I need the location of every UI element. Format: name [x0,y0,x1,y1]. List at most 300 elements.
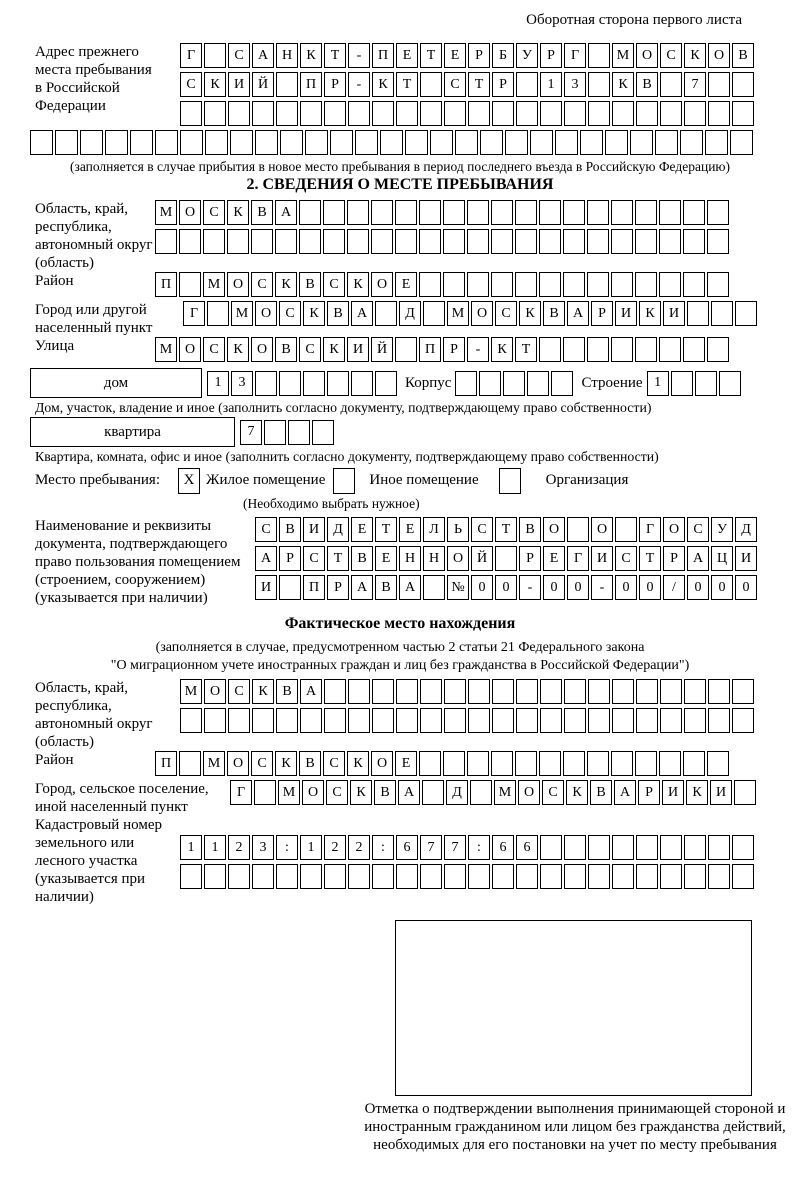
char-cell: 0 [687,575,709,600]
char-cell: В [374,780,396,805]
char-cell [612,679,634,704]
char-cell [324,101,346,126]
char-cell [179,751,201,776]
char-cell [423,575,445,600]
char-cell [444,708,466,733]
char-row [255,575,759,600]
char-cell [275,229,297,254]
char-cell: Н [276,43,298,68]
char-cell [635,200,657,225]
char-cell [455,130,478,155]
char-cell: 0 [567,575,589,600]
char-cell: М [203,751,225,776]
char-cell [55,130,78,155]
char-cell [375,371,397,396]
house-note: Дом, участок, владение и иное (заполнить согласно документу, подтверждающему право собственности) [35,400,652,415]
char-cell [180,101,202,126]
char-cell: 7 [420,835,442,860]
char-cell: О [179,337,201,362]
stay-type-row [30,467,800,494]
char-cell [327,371,349,396]
char-cell [539,751,561,776]
char-cell [567,517,589,542]
char-cell: К [300,43,322,68]
char-cell [611,751,633,776]
char-cell [491,229,513,254]
char-cell [611,337,633,362]
char-cell [612,864,634,889]
char-cell [479,371,501,396]
char-cell: Р [468,43,490,68]
char-cell [204,708,226,733]
char-cell: Й [371,337,393,362]
char-cell [372,708,394,733]
char-cell [355,130,378,155]
char-cell [323,229,345,254]
char-cell: О [227,751,249,776]
char-cell: Р [443,337,465,362]
char-cell: В [543,301,565,326]
char-cell [347,200,369,225]
char-cell [588,43,610,68]
char-cell: В [732,43,754,68]
char-cell: Т [468,72,490,97]
char-cell: С [203,337,225,362]
char-cell: Е [395,751,417,776]
city2-label: Город, сельское поселение, иной населенный пункт [35,781,209,815]
korpus-label: Корпус [405,374,452,391]
stamp-box [395,920,752,1096]
char-cell [443,229,465,254]
char-cell [580,130,603,155]
char-cell [540,708,562,733]
char-cell: О [663,517,685,542]
char-cell [492,708,514,733]
char-cell [299,200,321,225]
char-row [183,301,759,326]
char-cell [732,708,754,733]
option-other-premises-label: Иное помещение [369,472,479,488]
char-cell [405,130,428,155]
char-cell [551,371,573,396]
char-cell [515,229,537,254]
char-cell [480,130,503,155]
char-cell [467,200,489,225]
char-cell: С [303,546,325,571]
char-cell [467,272,489,297]
char-cell [130,130,153,155]
char-cell [660,72,682,97]
char-cell [492,101,514,126]
char-cell [680,130,703,155]
apartment-row [30,417,800,447]
checkbox-other-premises[interactable] [333,468,355,494]
char-cell [708,708,730,733]
char-cell [203,229,225,254]
char-cell [444,679,466,704]
char-cell [228,708,250,733]
char-cell [280,130,303,155]
char-cell: С [251,751,273,776]
cadastre-label: Кадастровый номер земельного или лесного участка (указывается при наличии) [35,817,162,905]
region-block [30,200,800,272]
char-cell [324,708,346,733]
char-cell: С [279,301,301,326]
char-cell: О [204,679,226,704]
char-cell [348,864,370,889]
char-cell: - [467,337,489,362]
char-cell: Г [183,301,205,326]
char-cell [732,72,754,97]
char-cell [276,101,298,126]
char-cell [204,43,226,68]
char-cell: Й [471,546,493,571]
char-cell [684,679,706,704]
char-cell: К [275,751,297,776]
char-cell [563,751,585,776]
char-cell [264,420,286,445]
char-cell: С [203,200,225,225]
char-cell [444,101,466,126]
char-cell [683,751,705,776]
char-cell: 2 [324,835,346,860]
char-cell: О [227,272,249,297]
char-cell: В [375,575,397,600]
char-cell [540,835,562,860]
char-cell: В [251,200,273,225]
char-cell [515,200,537,225]
char-cell [303,371,325,396]
char-cell [732,101,754,126]
char-cell: С [542,780,564,805]
char-cell: Е [351,517,373,542]
char-cell: П [300,72,322,97]
char-cell [468,679,490,704]
stroenie-label: Строение [581,374,643,391]
char-cell [252,101,274,126]
char-cell [252,708,274,733]
char-cell [564,864,586,889]
checkbox-residential[interactable]: X [178,468,200,494]
char-cell: К [566,780,588,805]
char-cell [423,301,445,326]
char-cell [684,835,706,860]
char-cell: 6 [516,835,538,860]
char-cell: С [180,72,202,97]
char-cell: И [615,301,637,326]
char-cell: Е [543,546,565,571]
char-cell [443,200,465,225]
char-cell: П [372,43,394,68]
char-cell: В [590,780,612,805]
apartment-note: Квартира, комната, офис и иное (заполнить согласно документу, подтверждающему право собственности) [35,449,659,464]
char-cell: А [275,200,297,225]
char-row [155,337,731,362]
char-cell: Ц [711,546,733,571]
char-cell [395,337,417,362]
char-cell [255,371,277,396]
char-cell [636,679,658,704]
char-cell: С [687,517,709,542]
char-cell [655,130,678,155]
char-cell: Т [515,337,537,362]
char-cell: О [255,301,277,326]
char-cell [375,301,397,326]
char-row [155,229,731,254]
char-cell [683,229,705,254]
stay-type-note: (Необходимо выбрать нужное) [243,496,420,511]
char-cell [732,835,754,860]
char-cell: М [203,272,225,297]
char-cell [564,101,586,126]
prev-address-cells [180,43,756,130]
region-label: Область, край, республика, автономный округ (область) [35,201,153,271]
district2-label: Район [35,752,74,768]
apartment-number-cells [240,420,336,445]
char-cell: И [303,517,325,542]
char-cell [419,200,441,225]
char-cell [659,337,681,362]
char-cell: М [447,301,469,326]
char-cell: С [495,301,517,326]
checkbox-organization[interactable] [499,468,521,494]
char-cell: Н [399,546,421,571]
char-cell [719,371,741,396]
char-cell: 0 [471,575,493,600]
char-cell [347,229,369,254]
char-cell: О [708,43,730,68]
apartment-type-box: квартира [30,417,235,447]
option-organization-label: Организация [545,472,629,488]
actual-location-title: Фактическое место нахождения [284,615,516,632]
prev-address-label: Адрес прежнего места пребывания в Российской Федерации [35,44,152,114]
char-row [180,708,756,733]
char-cell: А [351,301,373,326]
document-cells [255,517,759,604]
char-cell: К [227,337,249,362]
char-row [180,72,756,97]
char-row [180,864,756,889]
char-cell [515,272,537,297]
char-cell: Р [638,780,660,805]
char-cell [300,708,322,733]
char-cell: Г [639,517,661,542]
char-cell [515,751,537,776]
char-cell [695,371,717,396]
char-cell [372,864,394,889]
char-cell [305,130,328,155]
char-cell [540,679,562,704]
char-cell: С [471,517,493,542]
char-cell [204,864,226,889]
char-cell: 1 [204,835,226,860]
char-cell: И [710,780,732,805]
char-cell [660,864,682,889]
char-cell: 1 [300,835,322,860]
char-cell [539,229,561,254]
char-cell: Д [446,780,468,805]
char-cell [564,708,586,733]
char-cell: Л [423,517,445,542]
char-cell [555,130,578,155]
char-row [180,43,756,68]
char-cell: Р [540,43,562,68]
char-cell: М [231,301,253,326]
char-cell: И [255,575,277,600]
char-cell [228,864,250,889]
char-cell [276,708,298,733]
document-label: Наименование и реквизиты документа, подтверждающего право пользования помещением (строением, сооружением) (указывается при наличии) [35,518,241,606]
char-cell [635,751,657,776]
char-cell: О [591,517,613,542]
char-cell: К [204,72,226,97]
char-cell: 0 [615,575,637,600]
char-cell [563,229,585,254]
char-cell [372,101,394,126]
char-cell: О [518,780,540,805]
char-cell: К [347,751,369,776]
char-cell [179,272,201,297]
char-cell: 3 [252,835,274,860]
char-cell [470,780,492,805]
char-cell: И [591,546,613,571]
char-row [180,679,756,704]
char-cell: М [278,780,300,805]
char-cell [255,130,278,155]
char-cell: В [519,517,541,542]
char-cell [635,272,657,297]
char-cell [612,708,634,733]
char-cell [636,835,658,860]
char-cell [299,229,321,254]
char-cell [419,229,441,254]
char-cell: К [491,337,513,362]
char-cell [516,72,538,97]
char-cell [396,708,418,733]
option-residential-label: Жилое помещение [206,472,326,488]
char-cell [455,371,477,396]
char-cell [279,371,301,396]
char-cell: К [347,272,369,297]
char-cell: А [255,546,277,571]
korpus-cells [455,371,575,396]
char-cell [588,101,610,126]
char-cell: 7 [684,72,706,97]
prev-address-note: (заполняется в случае прибытия в новое место пребывания в период последнего въезда в Российскую Федерацию) [69,159,731,174]
char-cell: С [228,679,250,704]
char-cell [395,229,417,254]
char-cell: : [468,835,490,860]
char-cell: А [399,575,421,600]
char-cell: Д [327,517,349,542]
char-cell: Р [492,72,514,97]
char-cell [660,679,682,704]
char-cell: В [279,517,301,542]
char-cell: О [371,272,393,297]
char-cell: - [348,43,370,68]
char-cell [705,130,728,155]
char-cell: Г [180,43,202,68]
house-number-cells [207,371,399,396]
char-cell: В [327,301,349,326]
char-row [180,101,756,126]
char-cell [205,130,228,155]
char-cell: : [276,835,298,860]
char-cell: - [348,72,370,97]
char-cell [420,864,442,889]
char-cell [588,835,610,860]
cadastre-cells [180,835,756,893]
char-cell [588,708,610,733]
char-cell: С [255,517,277,542]
char-cell: Р [324,72,346,97]
char-cell [324,864,346,889]
char-row [155,272,731,297]
district2-block [30,751,800,780]
street-label: Улица [35,338,75,354]
char-cell: О [302,780,324,805]
char-cell [348,101,370,126]
char-cell [708,101,730,126]
actual-location-note-line1: (заполняется в случае, предусмотренном частью 2 статьи 21 Федерального закона [155,640,645,655]
city2-block [30,780,800,816]
char-cell [540,864,562,889]
char-cell: О [371,751,393,776]
char-cell [516,864,538,889]
char-cell [611,229,633,254]
char-cell: К [227,200,249,225]
char-cell [683,337,705,362]
char-cell: 0 [495,575,517,600]
char-cell [371,200,393,225]
char-cell [312,420,334,445]
char-cell [491,751,513,776]
char-cell [420,679,442,704]
char-cell [588,864,610,889]
house-row [30,368,800,398]
char-cell [707,337,729,362]
char-cell [227,229,249,254]
char-cell: У [516,43,538,68]
char-cell: Е [396,43,418,68]
char-cell: М [155,200,177,225]
char-cell: Г [230,780,252,805]
char-cell: Р [519,546,541,571]
char-cell [587,200,609,225]
char-cell: : [372,835,394,860]
street-block [30,337,800,366]
char-cell: В [275,337,297,362]
char-cell [732,679,754,704]
char-cell: С [615,546,637,571]
char-cell [300,864,322,889]
char-cell [530,130,553,155]
char-cell [279,575,301,600]
char-cell: Р [279,546,301,571]
char-cell: О [471,301,493,326]
char-cell: В [299,751,321,776]
district-label: Район [35,273,74,289]
char-cell [396,679,418,704]
char-cell [300,101,322,126]
char-cell [491,200,513,225]
char-cell: К [519,301,541,326]
char-cell: Й [252,72,274,97]
char-cell [492,679,514,704]
cadastre-block [30,816,800,906]
district-block [30,272,800,301]
char-cell [105,130,128,155]
